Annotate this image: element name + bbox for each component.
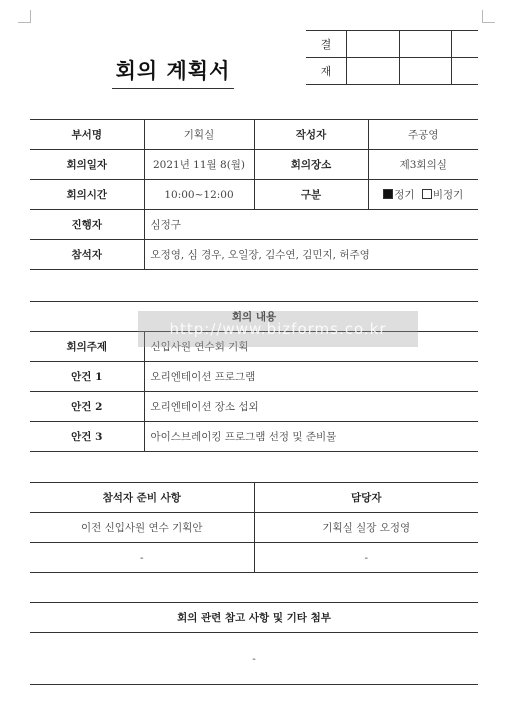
document-title-block: [112, 56, 234, 89]
attendees-label: 참석자: [30, 240, 144, 270]
meeting-info-table: [30, 119, 478, 270]
type-option-regular-label: 정기: [394, 189, 415, 201]
table-row: [30, 362, 478, 392]
approval-box: [306, 30, 478, 85]
table-row: [30, 603, 478, 633]
agenda-2-label: 안건 2: [30, 392, 144, 422]
crop-mark-top-left: [18, 10, 31, 23]
agenda-1-label: 안건 1: [30, 362, 144, 392]
reference-title: 회의 관련 참고 사항 및 기타 첨부: [30, 603, 478, 633]
type-options: [368, 180, 478, 210]
table-row: [30, 483, 478, 513]
prep-item[interactable]: -: [30, 543, 254, 573]
reference-table: [30, 602, 478, 685]
approval-sign-cell[interactable]: [399, 58, 452, 85]
prep-item[interactable]: 이전 신입사원 연수 기획안: [30, 513, 254, 543]
time-value[interactable]: 10:00~12:00: [144, 180, 254, 210]
watermark: http://www.bizforms.co.kr: [138, 311, 418, 347]
time-label: 회의시간: [30, 180, 144, 210]
type-option-irregular-label: 비정기: [432, 189, 464, 201]
table-row: [30, 392, 478, 422]
author-label: 작성자: [254, 120, 368, 150]
table-row: [30, 422, 478, 452]
author-value[interactable]: 주공영: [368, 120, 478, 150]
approval-sign-cell[interactable]: [347, 58, 400, 85]
table-row: [30, 150, 478, 180]
approval-sign-cell[interactable]: [347, 31, 400, 58]
checkbox-irregular[interactable]: [422, 189, 432, 199]
place-value[interactable]: 제3회의실: [368, 150, 478, 180]
topic-label: 회의주제: [30, 332, 144, 362]
table-row: [30, 240, 478, 270]
date-value[interactable]: 2021년 11월 8(월): [144, 150, 254, 180]
agenda-3-label: 안건 3: [30, 422, 144, 452]
host-label: 진행자: [30, 210, 144, 240]
approval-sign-cell[interactable]: [399, 31, 452, 58]
prep-col2-header: 담당자: [254, 483, 478, 513]
crop-mark-top-right: [482, 10, 495, 23]
table-row: [30, 210, 478, 240]
preparation-table: [30, 482, 478, 573]
agenda-2-value[interactable]: 오리엔테이션 장소 섭외: [144, 392, 478, 422]
topic-value[interactable]: 신입사원 연수회 기획: [144, 332, 478, 362]
type-label: 구분: [254, 180, 368, 210]
approval-sign-cell[interactable]: [452, 58, 478, 85]
table-row: [30, 120, 478, 150]
dept-label: 부서명: [30, 120, 144, 150]
agenda-1-value[interactable]: 오리엔테이션 프로그램: [144, 362, 478, 392]
attendees-value[interactable]: 오정영, 심 경우, 오일장, 김수연, 김민지, 허주영: [144, 240, 478, 270]
checkbox-regular[interactable]: [383, 189, 393, 199]
table-row: [30, 180, 478, 210]
agenda-3-value[interactable]: 아이스브레이킹 프로그램 선정 및 준비물: [144, 422, 478, 452]
document-title: 회의 계획서: [115, 58, 231, 83]
prep-owner[interactable]: 기획실 실장 오정영: [254, 513, 478, 543]
date-label: 회의일자: [30, 150, 144, 180]
content-section-title: 회의 내용: [30, 302, 478, 332]
approval-sign-cell[interactable]: [452, 31, 478, 58]
dept-value[interactable]: 기획실: [144, 120, 254, 150]
table-row: [30, 513, 478, 543]
table-row: [30, 633, 478, 685]
host-value[interactable]: 심정구: [144, 210, 478, 240]
approval-label-top: 결: [306, 31, 347, 58]
reference-value[interactable]: -: [30, 633, 478, 685]
approval-label-bottom: 재: [306, 58, 347, 85]
prep-col1-header: 참석자 준비 사항: [30, 483, 254, 513]
place-label: 회의장소: [254, 150, 368, 180]
prep-owner[interactable]: -: [254, 543, 478, 573]
table-row: [30, 543, 478, 573]
